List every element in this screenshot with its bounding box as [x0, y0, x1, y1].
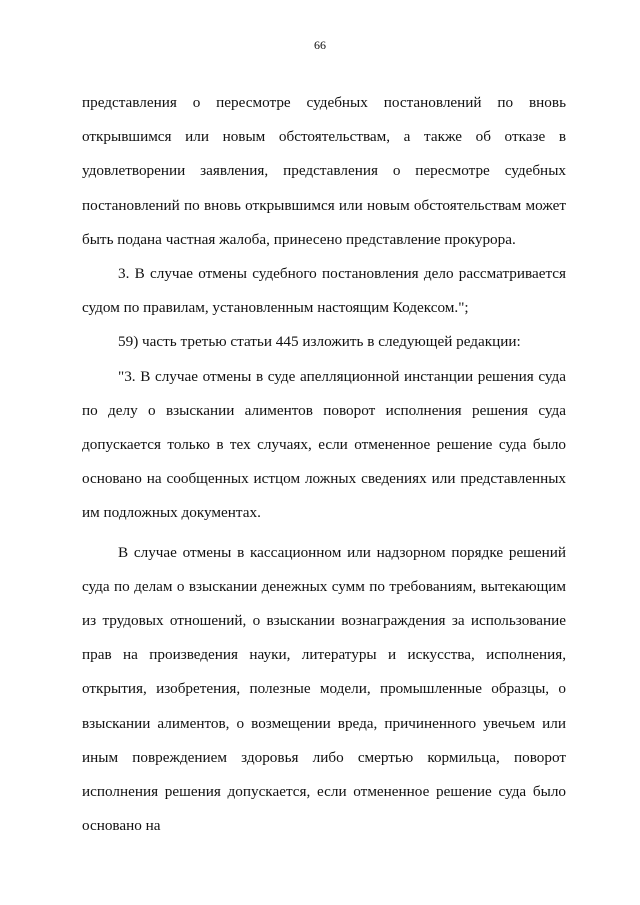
- paragraph-continuation: представления о пересмотре судебных постановлений по вновь открывшимся или новым обстоятельствам, а также об отказе в удовлетворении заявления, представления о пересмотре судебных постановлений по вновь открывшимся или новым обстоятельствам может быть подана частная жалоба, принесено представление прокурора.: [82, 94, 566, 248]
- page-number: 66: [314, 38, 326, 52]
- paragraph-item-59: 59) часть третью статьи 445 изложить в следующей редакции:: [118, 333, 521, 351]
- paragraph-cassation: В случае отмены в кассационном или надзорном порядке решений суда по делам о взыскании денежных сумм по требованиям, вытекающим из трудовых отношений, о взыскании вознаграждения за использование прав на произведения науки, литературы и искусства, исполнения, открытия, изобретения, полезные модели, промышленные образцы, о взыскании алиментов, о возмещении вреда, причиненного увечьем или иным повреждением здоровья либо смертью кормильца, поворот исполнения решения допускается, если отмененное решение суда было основано на: [82, 543, 566, 835]
- paragraph-clause-3: 3. В случае отмены судебного постановления дело рассматривается судом по правилам, установленным настоящим Кодексом.";: [82, 265, 566, 317]
- paragraph-quoted-clause-3: "3. В случае отмены в суде апелляционной инстанции решения суда по делу о взыскании алиментов поворот исполнения решения суда допускается только в тех случаях, если отмененное решение суда было основано на сообщенных истцом ложных сведениях или представленных им подложных документах.: [82, 367, 566, 522]
- document-body: [82, 86, 566, 843]
